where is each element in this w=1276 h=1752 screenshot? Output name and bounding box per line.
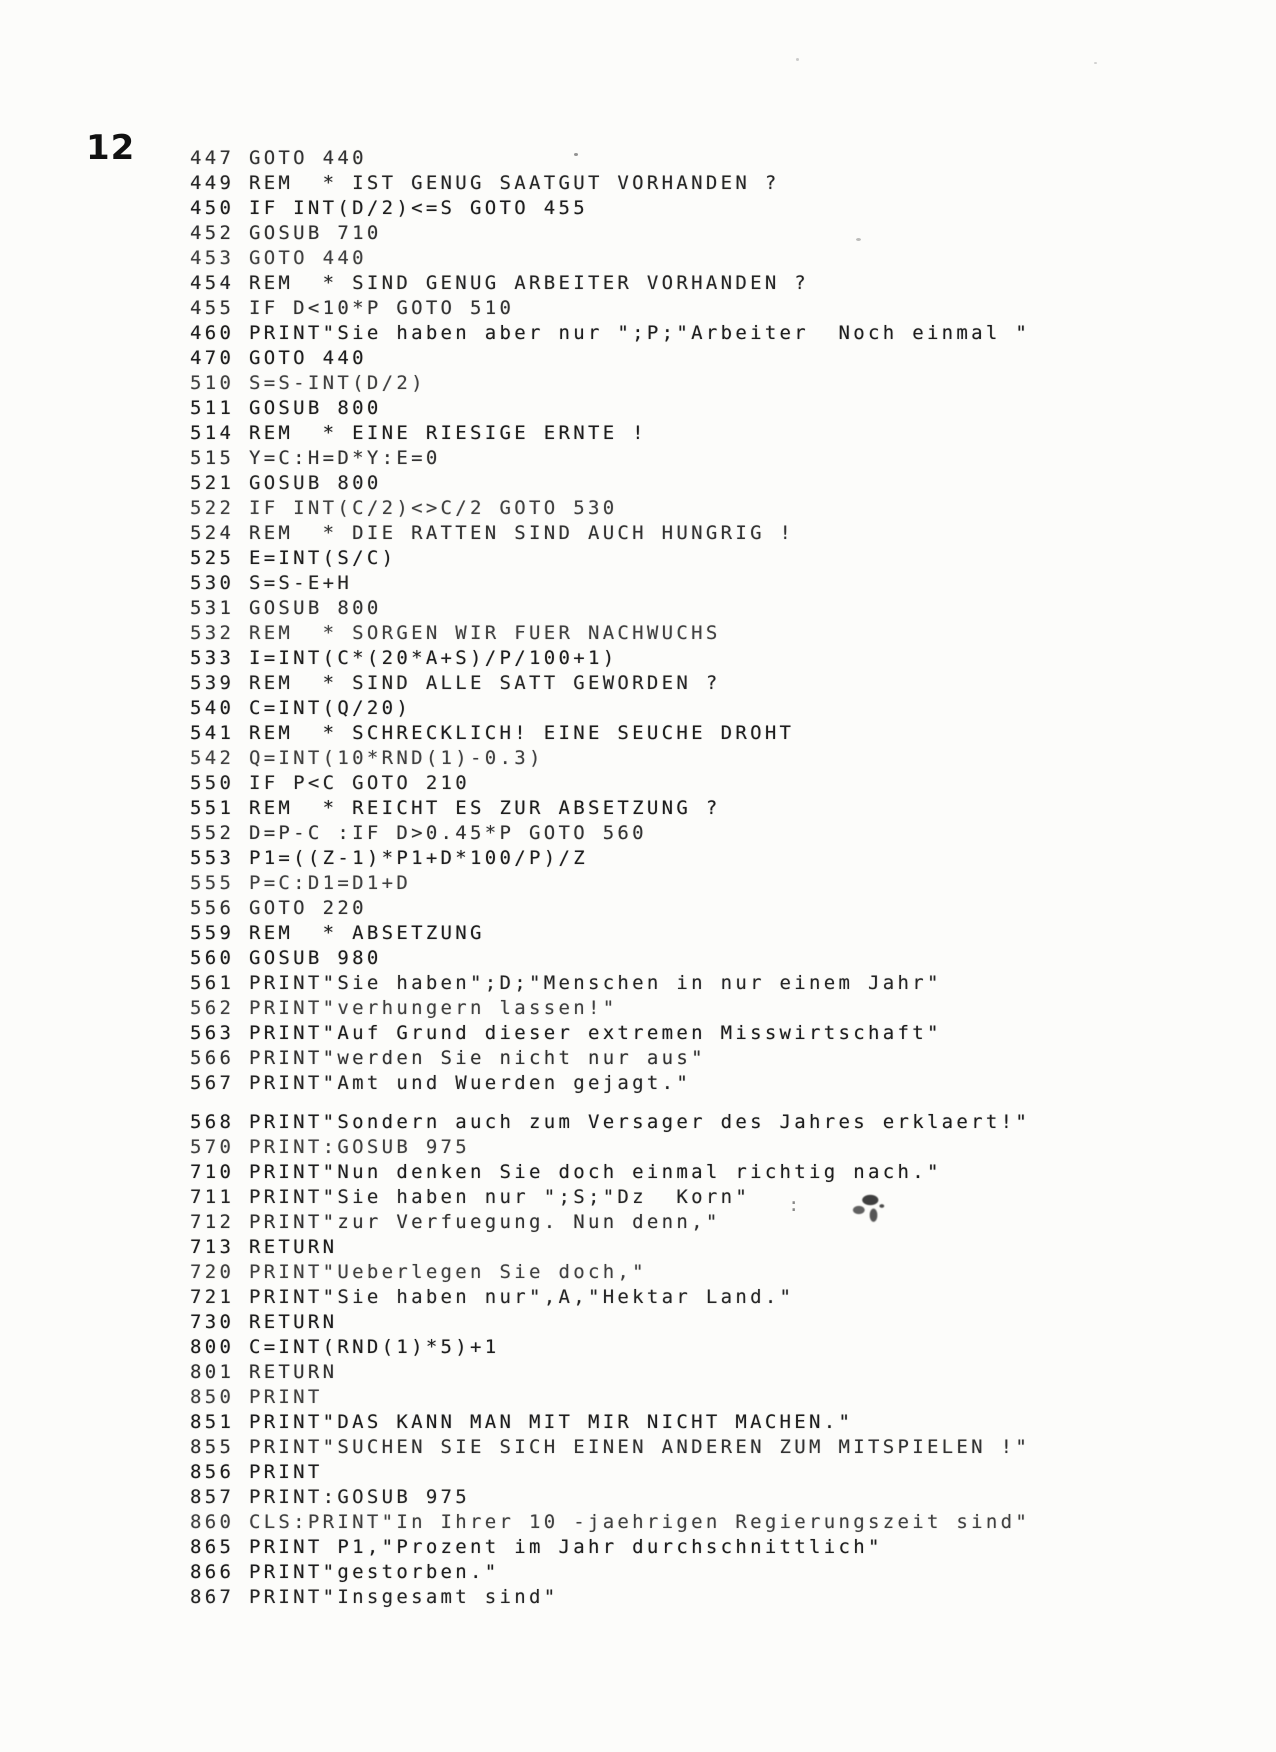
code-line: 524 REM * DIE RATTEN SIND AUCH HUNGRIG ! [190,522,795,544]
code-line: 856 PRINT [190,1461,323,1483]
code-line: 531 GOSUB 800 [190,597,382,619]
code-listing [190,146,1030,1610]
code-line: 553 P1=((Z-1)*P1+D*100/P)/Z [190,847,588,869]
code-line: 452 GOSUB 710 [190,222,382,244]
code-line: 555 P=C:D1=D1+D [190,872,412,894]
code-line: 550 IF P<C GOTO 210 [190,772,471,794]
code-line: 510 S=S-INT(D/2) [190,372,426,394]
code-line: 855 PRINT"SUCHEN SIE SICH EINEN ANDEREN ZUM MITSPIELEN !" [190,1436,1031,1458]
code-line: 454 REM * SIND GENUG ARBEITER VORHANDEN ? [190,272,810,294]
code-line: 566 PRINT"werden Sie nicht nur aus" [190,1047,706,1069]
code-line: 532 REM * SORGEN WIR FUER NACHWUCHS [190,622,721,644]
scan-speck [856,238,861,241]
code-line: 865 PRINT P1,"Prozent im Jahr durchschnittlich" [190,1536,883,1558]
scan-speck [574,153,578,156]
code-line: 552 D=P-C :IF D>0.45*P GOTO 560 [190,822,647,844]
code-line: 850 PRINT [190,1386,323,1408]
code-line: 710 PRINT"Nun denken Sie doch einmal richtig nach." [190,1161,942,1183]
scan-speck [796,58,799,61]
code-line: 720 PRINT"Ueberlegen Sie doch," [190,1261,647,1283]
code-line: 514 REM * EINE RIESIGE ERNTE ! [190,422,647,444]
code-line: 570 PRINT:GOSUB 975 [190,1136,471,1158]
code-line: 800 C=INT(RND(1)*5)+1 [190,1336,500,1358]
code-line: 560 GOSUB 980 [190,947,382,969]
code-line: 541 REM * SCHRECKLICH! EINE SEUCHE DROHT [190,722,795,744]
faint-print-mark: : [788,1194,800,1216]
scan-speck [1094,62,1097,64]
ink-smudge [845,1188,891,1228]
code-line: 559 REM * ABSETZUNG [190,922,485,944]
code-line: 450 IF INT(D/2)<=S GOTO 455 [190,197,588,219]
code-line: 533 I=INT(C*(20*A+S)/P/100+1) [190,647,618,669]
code-line: 470 GOTO 440 [190,347,367,369]
code-line: 866 PRINT"gestorben." [190,1561,500,1583]
code-line: 867 PRINT"Insgesamt sind" [190,1586,559,1608]
code-line: 449 REM * IST GENUG SAATGUT VORHANDEN ? [190,172,780,194]
code-line: 712 PRINT"zur Verfuegung. Nun denn," [190,1211,721,1233]
code-line: 721 PRINT"Sie haben nur",A,"Hektar Land." [190,1286,795,1308]
page-number: 12 [86,128,136,168]
code-line: 713 RETURN [190,1236,338,1258]
code-line: 567 PRINT"Amt und Wuerden gejagt." [190,1072,692,1094]
code-line: 562 PRINT"verhungern lassen!" [190,997,618,1019]
code-line: 515 Y=C:H=D*Y:E=0 [190,447,441,469]
code-line: 860 CLS:PRINT"In Ihrer 10 -jaehrigen Regierungszeit sind" [190,1511,1031,1533]
code-line: 522 IF INT(C/2)<>C/2 GOTO 530 [190,497,618,519]
code-line: 556 GOTO 220 [190,897,367,919]
code-line: 540 C=INT(Q/20) [190,697,412,719]
code-line: 568 PRINT"Sondern auch zum Versager des Jahres erklaert!" [190,1111,1031,1133]
code-line: 525 E=INT(S/C) [190,547,397,569]
code-line: 551 REM * REICHT ES ZUR ABSETZUNG ? [190,797,721,819]
code-line: 455 IF D<10*P GOTO 510 [190,297,515,319]
code-line: 539 REM * SIND ALLE SATT GEWORDEN ? [190,672,721,694]
code-line: 563 PRINT"Auf Grund dieser extremen Misswirtschaft" [190,1022,942,1044]
code-line: 561 PRINT"Sie haben";D;"Menschen in nur einem Jahr" [190,972,942,994]
code-line: 801 RETURN [190,1361,338,1383]
code-line: 521 GOSUB 800 [190,472,382,494]
code-line: 857 PRINT:GOSUB 975 [190,1486,471,1508]
code-line: 453 GOTO 440 [190,247,367,269]
code-line: 851 PRINT"DAS KANN MAN MIT MIR NICHT MACHEN." [190,1411,854,1433]
code-line: 460 PRINT"Sie haben aber nur ";P;"Arbeiter Noch einmal " [190,322,1031,344]
code-line: 730 RETURN [190,1311,338,1333]
code-line: 542 Q=INT(10*RND(1)-0.3) [190,747,544,769]
code-line: 447 GOTO 440 [190,147,367,169]
code-line: 511 GOSUB 800 [190,397,382,419]
code-line: 530 S=S-E+H [190,572,353,594]
code-line: 711 PRINT"Sie haben nur ";S;"Dz Korn" [190,1186,751,1208]
